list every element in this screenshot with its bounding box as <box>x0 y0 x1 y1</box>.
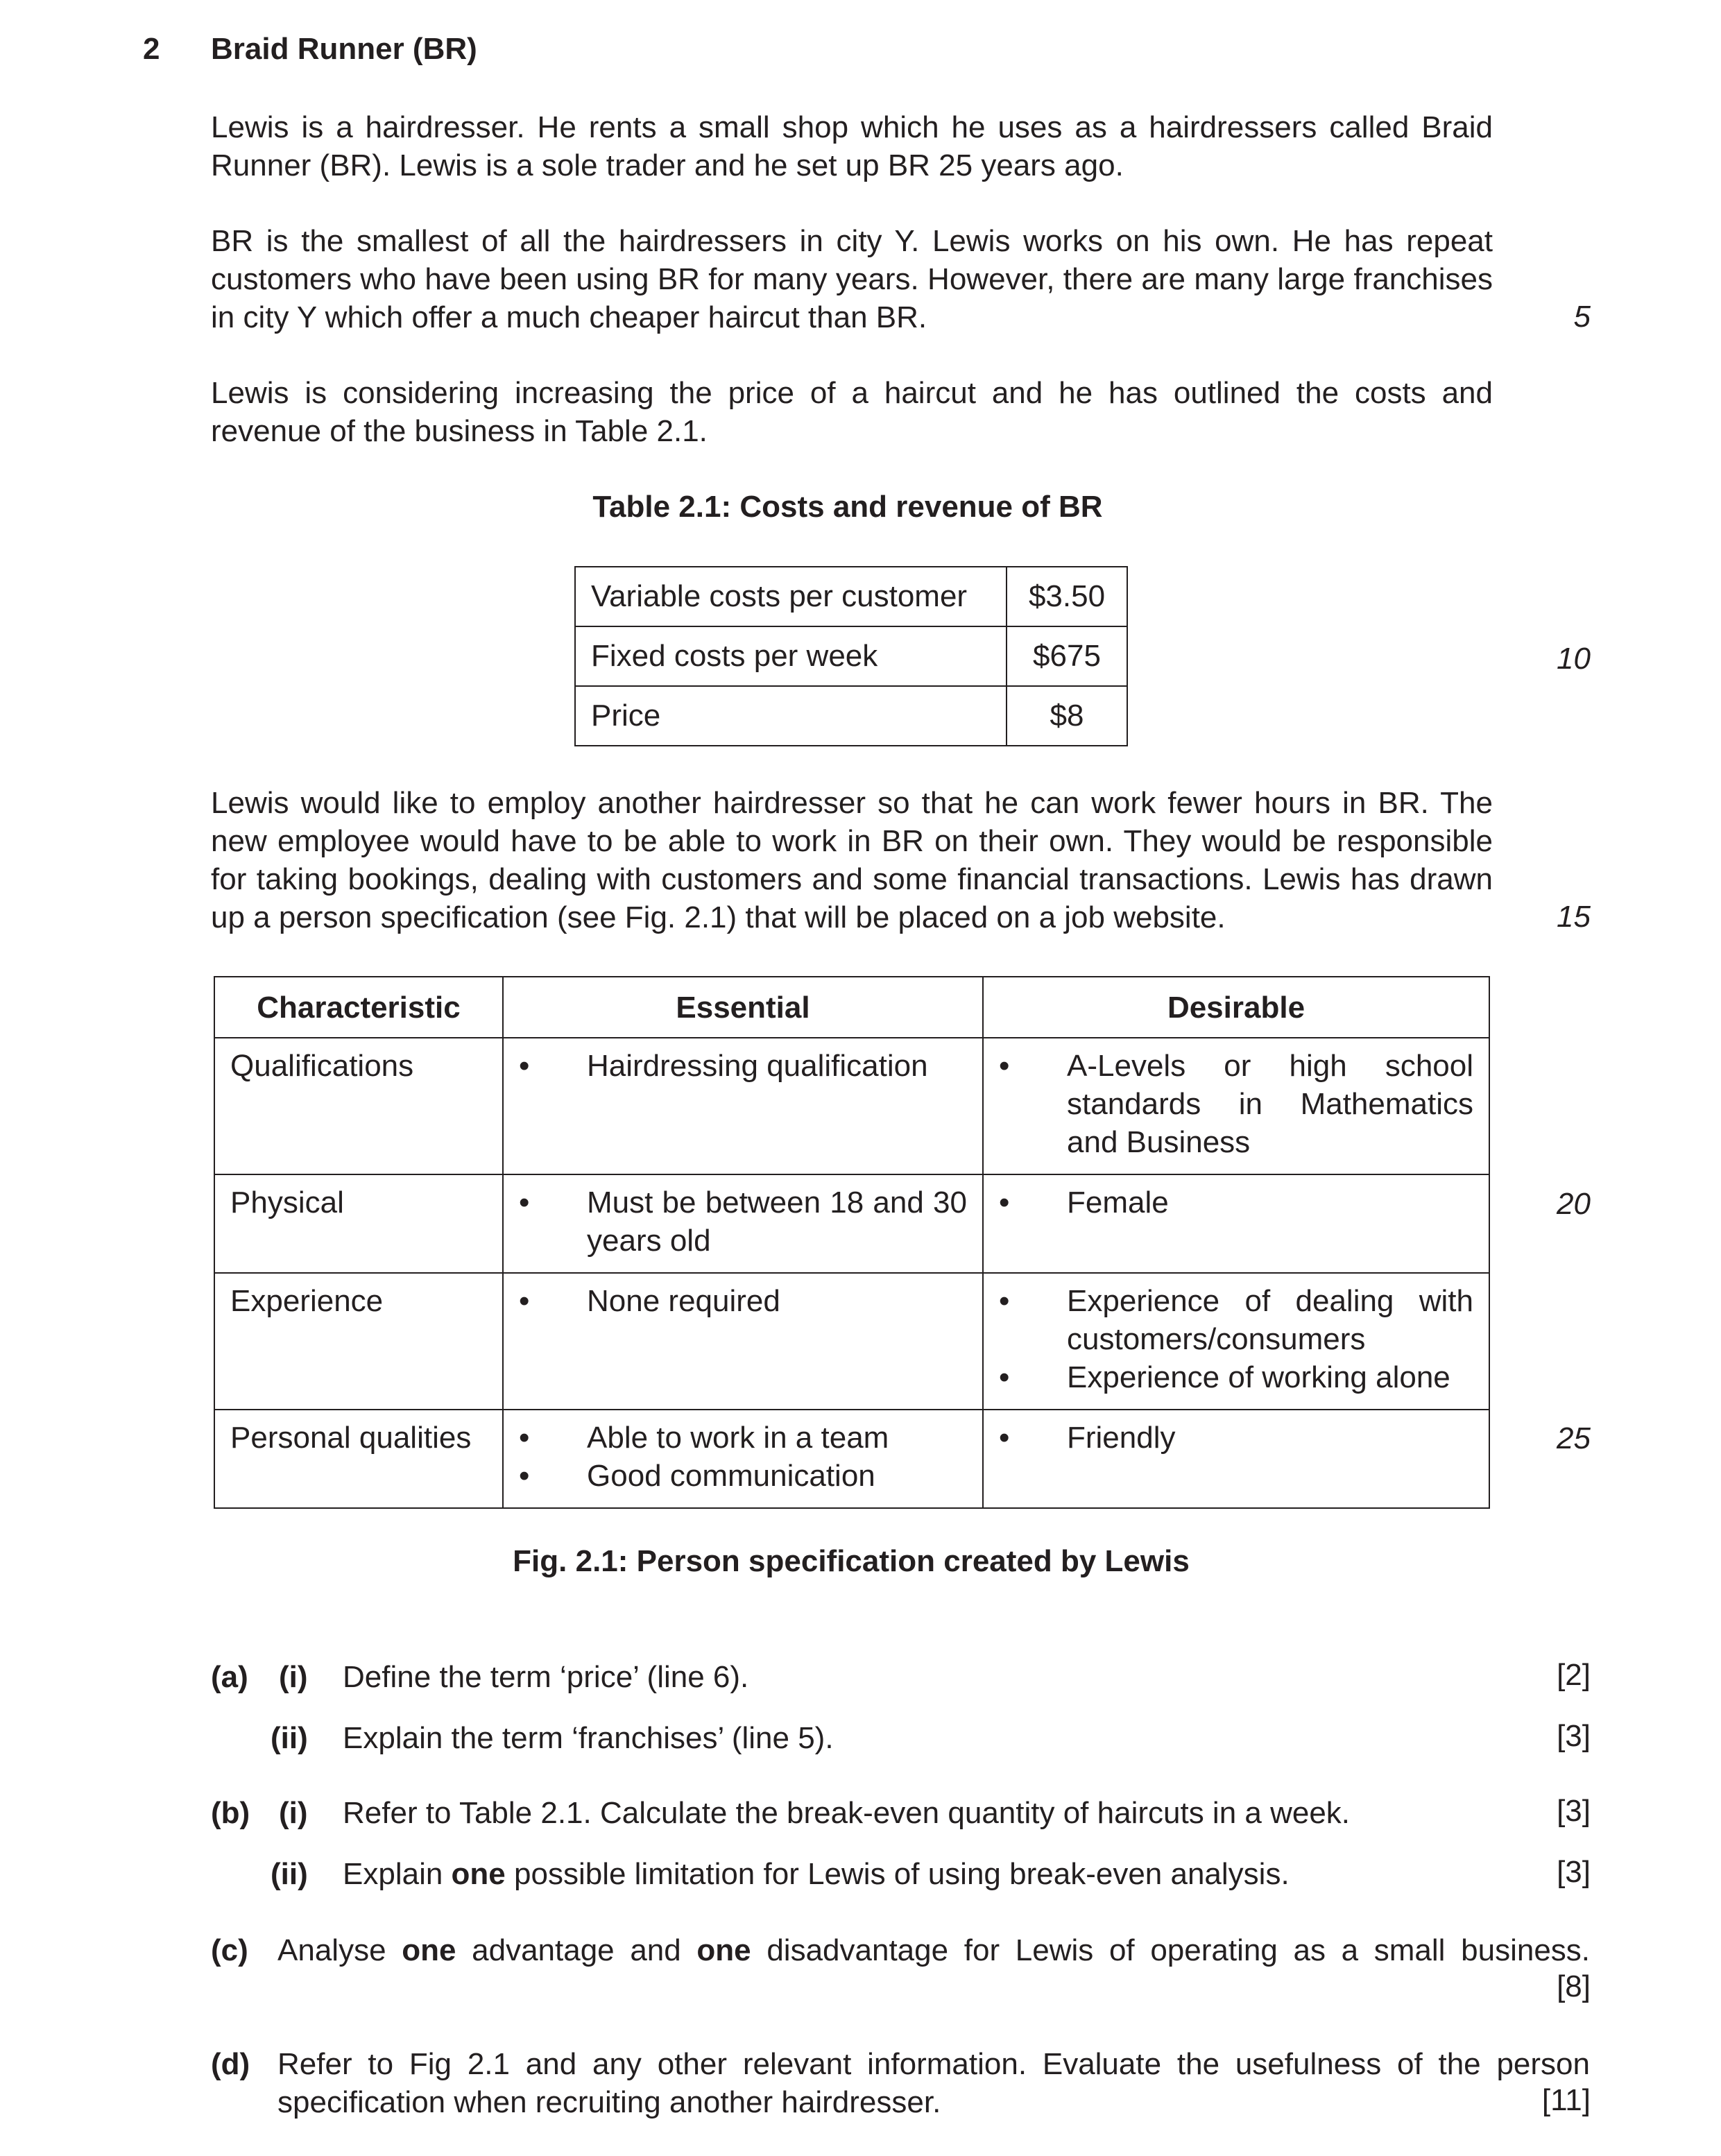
essential-cell <box>503 1174 983 1273</box>
task-d-text-line-1: Refer to Fig 2.1 and any other relevant information. Evaluate the usefulness of the person <box>277 2047 1590 2081</box>
task-a-ii-mark: [3] <box>1557 1719 1591 1753</box>
desirable-cell <box>983 1038 1489 1174</box>
table-row <box>214 1410 1489 1508</box>
line-number-25: 25 <box>1557 1421 1591 1455</box>
task-d-label: (d) <box>211 2047 250 2081</box>
characteristic-cell: Personal qualities <box>214 1410 503 1508</box>
table-cell-label: Price <box>575 686 1007 746</box>
task-c-mark: [8] <box>1557 1969 1591 2003</box>
table-cell-value: $8 <box>1007 686 1127 746</box>
paragraph-4: Lewis would like to employ another hairdresser so that he can work fewer hours in BR. The new employee would have to be able to work in BR on their own. They would be responsible for taking bookings, dealing with customers and some financial transactions. Lewis has drawn up a person specification (see Fig. 2.1) that will be placed on a job website. <box>211 786 1493 934</box>
person-specification-table <box>214 976 1490 1509</box>
table-cell-value: $3.50 <box>1007 567 1127 626</box>
table-row <box>575 626 1127 686</box>
essential-cell <box>503 1273 983 1410</box>
characteristic-cell: Experience <box>214 1273 503 1410</box>
list-item: • Hairdressing qualification <box>519 1047 967 1085</box>
task-a-i-label: (i) <box>279 1660 308 1694</box>
task-d-text-line-2: specification when recruiting another hairdresser. <box>277 2085 941 2119</box>
task-a-ii-label: (ii) <box>271 1721 308 1755</box>
task-b-i-label: (i) <box>279 1796 308 1830</box>
line-number-5: 5 <box>1573 300 1591 334</box>
characteristic-cell: Qualifications <box>214 1038 503 1174</box>
table-header-row <box>214 977 1489 1038</box>
task-a-i-mark: [2] <box>1557 1658 1591 1692</box>
task-b-label: (b) <box>211 1796 250 1830</box>
desirable-cell <box>983 1273 1489 1410</box>
question-number: 2 <box>143 32 160 66</box>
list-item: • A-Levels or high school standards in Mathematics and Business <box>999 1047 1473 1161</box>
list-item: • Experience of working alone <box>999 1358 1473 1396</box>
desirable-cell <box>983 1174 1489 1273</box>
essential-cell <box>503 1038 983 1174</box>
list-item: • Good communication <box>519 1457 967 1495</box>
table-row <box>214 1174 1489 1273</box>
list-item: • Able to work in a team <box>519 1419 967 1457</box>
task-b-ii-label: (ii) <box>271 1857 308 1891</box>
list-item: • Friendly <box>999 1419 1473 1457</box>
characteristic-cell: Physical <box>214 1174 503 1273</box>
table-row <box>575 567 1127 626</box>
paragraph-2: BR is the smallest of all the hairdressers in city Y. Lewis works on his own. He has repeat customers who have been using BR for many years. However, there are many large franchises in city Y which offer a much cheaper haircut than BR. <box>211 224 1493 334</box>
task-a-ii-text: Explain the term ‘franchises’ (line 5). <box>343 1721 834 1755</box>
task-b-i-mark: [3] <box>1557 1794 1591 1828</box>
task-a-label: (a) <box>211 1660 248 1694</box>
paragraph-3: Lewis is considering increasing the price of a haircut and he has outlined the costs and revenue of the business in Table 2.1. <box>211 376 1493 448</box>
header-characteristic: Characteristic <box>214 977 503 1038</box>
header-desirable: Desirable <box>983 977 1489 1038</box>
question-title: Braid Runner (BR) <box>211 32 477 66</box>
task-d-mark: [11] <box>1541 2083 1591 2117</box>
desirable-cell <box>983 1410 1489 1508</box>
table-cell-value: $675 <box>1007 626 1127 686</box>
table-row <box>214 1273 1489 1410</box>
task-a-i-row <box>211 1658 248 1696</box>
table-2-1-caption: Table 2.1: Costs and revenue of BR <box>592 490 1103 524</box>
paragraph-1: Lewis is a hairdresser. He rents a small shop which he uses as a hairdressers called Braid Runner (BR). Lewis is a sole trader and he set up BR 25 years ago. <box>211 110 1493 182</box>
costs-revenue-table <box>574 566 1128 746</box>
line-number-15: 15 <box>1557 900 1591 934</box>
header-essential: Essential <box>503 977 983 1038</box>
list-item: • Female <box>999 1183 1473 1222</box>
line-number-10: 10 <box>1557 642 1591 676</box>
table-row <box>214 1038 1489 1174</box>
list-item: • None required <box>519 1282 967 1320</box>
fig-2-1-caption: Fig. 2.1: Person specification created by Lewis <box>513 1544 1190 1578</box>
task-c-text: Analyse one advantage and one disadvantage for Lewis of operating as a small business. <box>277 1933 1591 1967</box>
list-item: • Must be between 18 and 30 years old <box>519 1183 967 1260</box>
task-b-i-text: Refer to Table 2.1. Calculate the break-even quantity of haircuts in a week. <box>343 1796 1351 1830</box>
table-cell-label: Fixed costs per week <box>575 626 1007 686</box>
table-row <box>575 686 1127 746</box>
task-b-ii-text: Explain one possible limitation for Lewis of using break-even analysis. <box>343 1857 1290 1891</box>
task-b-ii-mark: [3] <box>1557 1855 1591 1889</box>
task-c-label: (c) <box>211 1933 248 1967</box>
table-cell-label: Variable costs per customer <box>575 567 1007 626</box>
list-item: • Experience of dealing with customers/consumers <box>999 1282 1473 1358</box>
task-a-i-text: Define the term ‘price’ (line 6). <box>343 1660 749 1694</box>
line-number-20: 20 <box>1557 1187 1591 1221</box>
essential-cell <box>503 1410 983 1508</box>
